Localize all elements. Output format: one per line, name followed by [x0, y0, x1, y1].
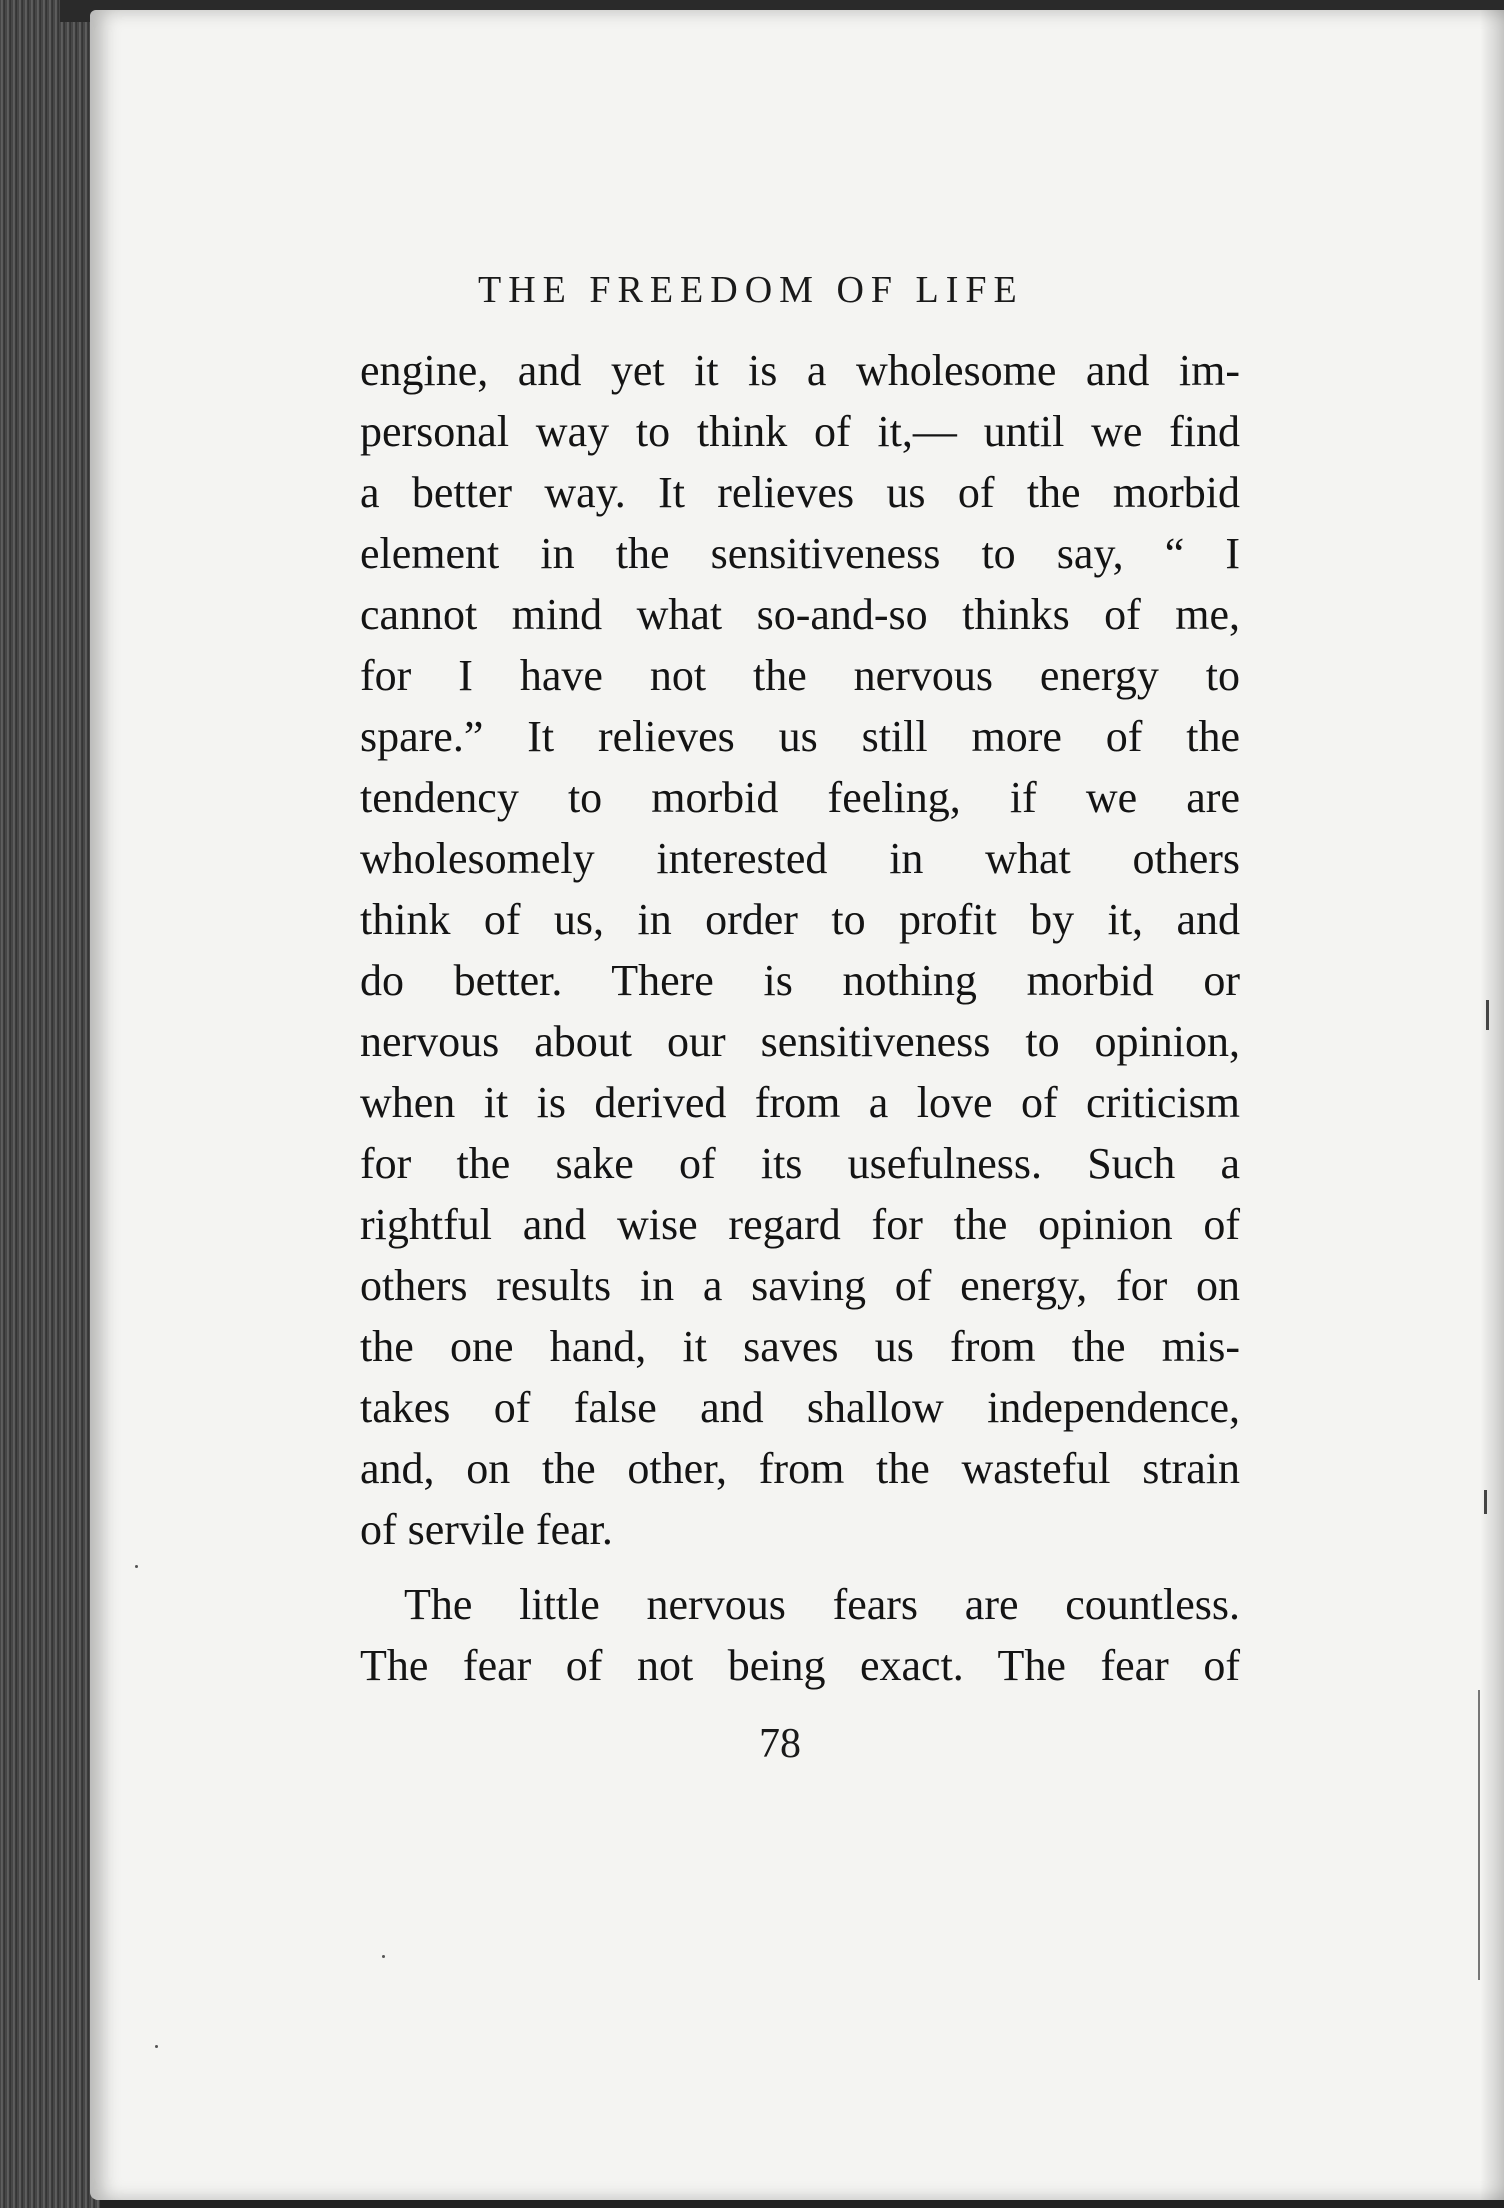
text-line: The fear of not being exact. The fear of: [360, 1641, 1240, 1690]
text-line: cannot mind what so-and-so thinks of me,: [360, 590, 1240, 639]
paper-speck: [135, 1565, 138, 1568]
paper-speck: [155, 2045, 158, 2048]
text-line: element in the sensitiveness to say, “ I: [360, 529, 1240, 578]
page-edge-mark: [1484, 1490, 1487, 1514]
paragraph-gap: [360, 1560, 1240, 1574]
text-line: of servile fear.: [360, 1505, 613, 1554]
text-line: and, on the other, from the wasteful strain: [360, 1444, 1240, 1493]
text-line: personal way to think of it,— until we find: [360, 407, 1240, 456]
running-head: THE FREEDOM OF LIFE: [478, 269, 1024, 311]
text-line: do better. There is nothing morbid or: [360, 956, 1240, 1005]
text-line: think of us, in order to profit by it, and: [360, 895, 1240, 944]
text-line: rightful and wise regard for the opinion of: [360, 1200, 1240, 1249]
text-line: when it is derived from a love of criticism: [360, 1078, 1240, 1127]
text-line: spare.” It relieves us still more of the: [360, 712, 1240, 761]
paper-speck: [382, 1955, 385, 1958]
book-spine-edge: [0, 0, 100, 2208]
text-line: tendency to morbid feeling, if we are: [360, 773, 1240, 822]
text-line: nervous about our sensitiveness to opinion,: [360, 1017, 1240, 1066]
page-edge-mark: [1486, 1000, 1489, 1030]
page-right-shadow: [1480, 10, 1504, 2200]
text-line: for I have not the nervous energy to: [360, 651, 1240, 700]
text-line: engine, and yet it is a wholesome and im-: [360, 346, 1240, 395]
text-line: others results in a saving of energy, for on: [360, 1261, 1240, 1310]
body-text: [360, 340, 1240, 1696]
page-number: 78: [759, 1721, 801, 1767]
text-line: the one hand, it saves us from the mis-: [360, 1322, 1240, 1371]
text-line: wholesomely interested in what others: [360, 834, 1240, 883]
text-line: takes of false and shallow independence,: [360, 1383, 1240, 1432]
text-line: The little nervous fears are countless.: [404, 1580, 1240, 1629]
page-edge-mark: [1478, 1690, 1480, 1980]
text-line: for the sake of its usefulness. Such a: [360, 1139, 1240, 1188]
text-line: a better way. It relieves us of the morbid: [360, 468, 1240, 517]
